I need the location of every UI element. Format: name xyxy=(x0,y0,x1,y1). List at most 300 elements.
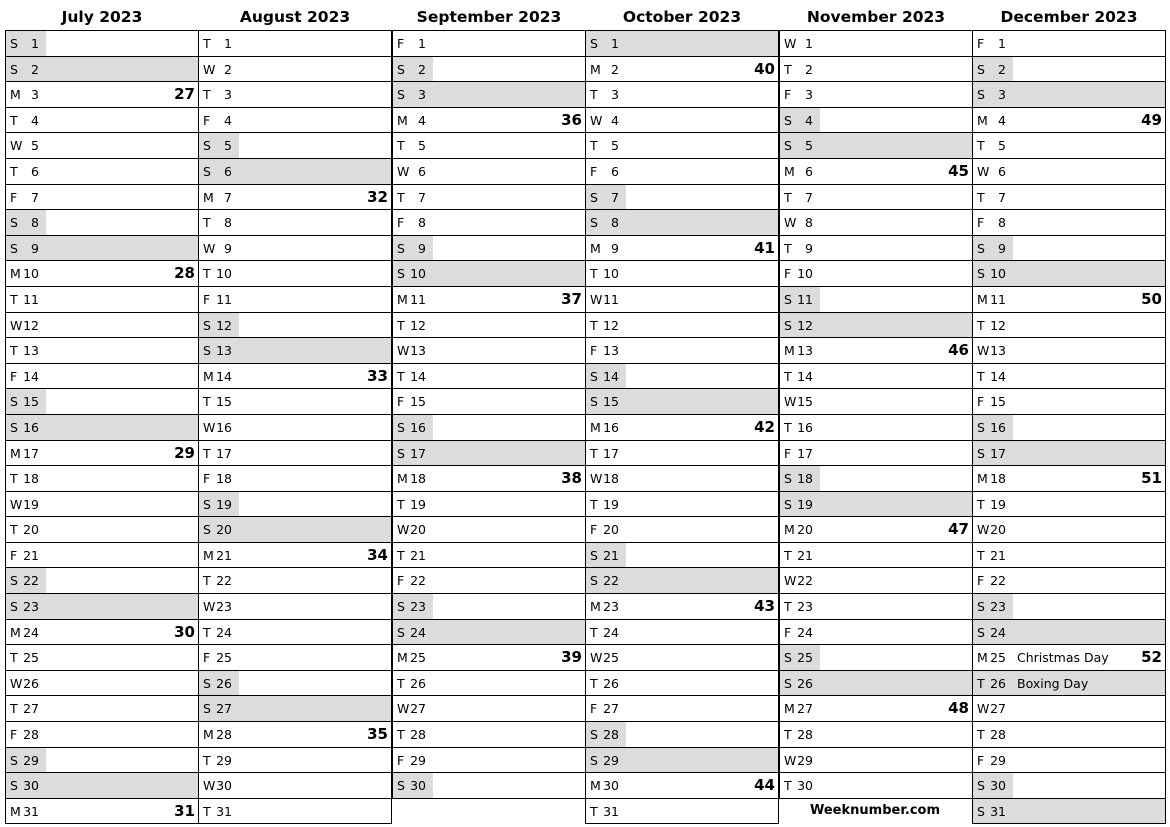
day-number: 4 xyxy=(31,112,39,128)
day-number: 12 xyxy=(990,317,1006,333)
weekday-letter: T xyxy=(10,471,18,487)
weekday-letter: S xyxy=(397,624,405,640)
day-row xyxy=(199,492,391,518)
day-row xyxy=(6,210,198,236)
weekday-letter: W xyxy=(590,112,603,128)
day-number: 19 xyxy=(990,496,1006,512)
day-number: 24 xyxy=(797,624,813,640)
holiday-label: Boxing Day xyxy=(1017,675,1089,691)
day-number: 17 xyxy=(603,445,619,461)
day-row xyxy=(393,696,585,722)
day-row xyxy=(199,773,391,799)
day-number: 29 xyxy=(23,752,39,768)
day-row xyxy=(586,748,778,774)
day-number: 27 xyxy=(603,701,619,717)
day-number: 26 xyxy=(797,675,813,691)
day-row xyxy=(973,31,1165,57)
weekday-letter: T xyxy=(203,266,211,282)
day-row xyxy=(973,236,1165,262)
day-number: 20 xyxy=(23,522,39,538)
weekday-letter: S xyxy=(784,112,792,128)
day-row xyxy=(586,671,778,697)
week-number: 39 xyxy=(561,648,582,667)
weekday-letter: F xyxy=(784,266,792,282)
weekday-letter: F xyxy=(10,727,18,743)
weekday-letter: S xyxy=(590,752,598,768)
day-row xyxy=(199,543,391,569)
day-number: 19 xyxy=(410,496,426,512)
day-number: 23 xyxy=(410,599,426,615)
day-number: 30 xyxy=(23,778,39,794)
day-row xyxy=(393,671,585,697)
day-row xyxy=(780,287,972,313)
day-row xyxy=(780,210,972,236)
day-number: 14 xyxy=(990,368,1006,384)
day-number: 31 xyxy=(603,803,619,819)
day-row xyxy=(586,466,778,492)
day-row xyxy=(586,185,778,211)
weekday-letter: T xyxy=(10,650,18,666)
day-number: 7 xyxy=(31,189,39,205)
day-number: 21 xyxy=(410,547,426,563)
day-row xyxy=(199,364,391,390)
weekday-letter: M xyxy=(203,547,214,563)
day-number: 18 xyxy=(603,471,619,487)
day-row xyxy=(393,441,585,467)
day-number: 21 xyxy=(990,547,1006,563)
day-list xyxy=(198,30,392,824)
day-list xyxy=(972,30,1166,824)
week-number: 48 xyxy=(948,699,969,718)
day-row xyxy=(780,159,972,185)
weekday-letter: F xyxy=(10,368,18,384)
weekday-letter: W xyxy=(590,291,603,307)
day-row xyxy=(780,185,972,211)
week-number: 42 xyxy=(754,417,775,436)
day-number: 7 xyxy=(611,189,619,205)
day-row xyxy=(780,773,972,799)
day-number: 15 xyxy=(990,394,1006,410)
day-row xyxy=(973,108,1165,134)
day-number: 27 xyxy=(990,701,1006,717)
day-row xyxy=(586,773,778,799)
weekday-letter: M xyxy=(784,163,795,179)
day-list xyxy=(392,30,586,799)
day-number: 1 xyxy=(998,36,1006,51)
day-number: 16 xyxy=(990,419,1006,435)
day-number: 14 xyxy=(23,368,39,384)
weekday-letter: T xyxy=(590,87,598,103)
day-number: 8 xyxy=(418,215,426,231)
day-number: 25 xyxy=(23,650,39,666)
day-number: 14 xyxy=(410,368,426,384)
weekday-letter: T xyxy=(397,675,405,691)
day-row xyxy=(586,441,778,467)
weekday-letter: T xyxy=(203,624,211,640)
day-number: 20 xyxy=(410,522,426,538)
day-number: 17 xyxy=(797,445,813,461)
day-row xyxy=(199,133,391,159)
day-number: 18 xyxy=(23,471,39,487)
weekday-letter: T xyxy=(203,445,211,461)
day-number: 2 xyxy=(418,61,426,77)
day-row xyxy=(199,799,391,825)
weekday-letter: S xyxy=(784,471,792,487)
day-number: 2 xyxy=(805,61,813,77)
weekday-letter: S xyxy=(203,138,211,154)
day-row xyxy=(973,492,1165,518)
day-row xyxy=(199,159,391,185)
day-row xyxy=(973,645,1165,671)
day-row xyxy=(973,364,1165,390)
day-row xyxy=(780,313,972,339)
weekday-letter: W xyxy=(203,61,216,77)
weekday-letter: W xyxy=(397,163,410,179)
weekday-letter: S xyxy=(203,343,211,359)
weekday-letter: S xyxy=(590,547,598,563)
day-number: 16 xyxy=(23,419,39,435)
day-row xyxy=(199,261,391,287)
weekday-letter: T xyxy=(590,624,598,640)
day-row xyxy=(780,415,972,441)
day-number: 10 xyxy=(797,266,813,282)
day-number: 9 xyxy=(998,240,1006,256)
weekday-letter: S xyxy=(397,778,405,794)
day-number: 2 xyxy=(611,61,619,77)
weekday-letter: W xyxy=(590,471,603,487)
weekday-letter: S xyxy=(977,624,985,640)
weekday-letter: S xyxy=(977,266,985,282)
day-number: 8 xyxy=(805,215,813,231)
day-number: 31 xyxy=(990,803,1006,819)
weekday-letter: W xyxy=(203,599,216,615)
weekday-letter: T xyxy=(590,266,598,282)
weekday-letter: S xyxy=(397,266,405,282)
day-number: 28 xyxy=(603,727,619,743)
day-number: 9 xyxy=(31,240,39,256)
day-row xyxy=(973,159,1165,185)
weekday-letter: S xyxy=(10,419,18,435)
day-row xyxy=(393,31,585,57)
day-number: 28 xyxy=(797,727,813,743)
weekday-letter: W xyxy=(397,343,410,359)
weekday-letter: T xyxy=(977,138,985,154)
day-row xyxy=(199,287,391,313)
weekday-letter: S xyxy=(397,240,405,256)
weekday-letter: M xyxy=(203,727,214,743)
month-title: December 2023 xyxy=(1000,8,1138,26)
weekday-letter: W xyxy=(977,522,990,538)
day-row xyxy=(586,620,778,646)
weekday-letter: F xyxy=(397,752,405,768)
day-number: 10 xyxy=(216,266,232,282)
day-number: 22 xyxy=(410,573,426,589)
day-number: 9 xyxy=(224,240,232,256)
day-number: 9 xyxy=(611,240,619,256)
weekday-letter: F xyxy=(397,394,405,410)
weekday-letter: S xyxy=(784,317,792,333)
day-row xyxy=(393,313,585,339)
month-column xyxy=(5,0,199,824)
day-number: 29 xyxy=(797,752,813,768)
day-number: 26 xyxy=(23,675,39,691)
day-number: 28 xyxy=(990,727,1006,743)
day-row xyxy=(6,82,198,108)
week-number: 34 xyxy=(367,545,388,564)
weekday-letter: T xyxy=(397,368,405,384)
day-number: 24 xyxy=(410,624,426,640)
day-number: 11 xyxy=(603,291,619,307)
week-number: 49 xyxy=(1141,110,1162,129)
day-number: 1 xyxy=(31,36,39,51)
day-row xyxy=(393,492,585,518)
day-number: 25 xyxy=(797,650,813,666)
day-number: 29 xyxy=(216,752,232,768)
weekday-letter: W xyxy=(203,419,216,435)
day-number: 30 xyxy=(216,778,232,794)
day-number: 2 xyxy=(31,61,39,77)
weekday-letter: S xyxy=(10,573,18,589)
week-number: 41 xyxy=(754,238,775,257)
weekday-letter: T xyxy=(10,343,18,359)
weekday-letter: W xyxy=(10,675,23,691)
weekday-letter: T xyxy=(590,317,598,333)
day-row xyxy=(586,133,778,159)
day-row xyxy=(6,287,198,313)
day-row xyxy=(6,159,198,185)
day-row xyxy=(586,696,778,722)
day-number: 8 xyxy=(611,215,619,231)
weekday-letter: M xyxy=(10,445,21,461)
day-row xyxy=(6,748,198,774)
weekday-letter: M xyxy=(397,291,408,307)
day-row xyxy=(973,415,1165,441)
weekday-letter: S xyxy=(10,215,18,231)
weekday-letter: F xyxy=(590,522,598,538)
weekday-letter: S xyxy=(784,496,792,512)
day-row xyxy=(393,645,585,671)
day-number: 5 xyxy=(31,138,39,154)
day-row xyxy=(393,210,585,236)
day-row xyxy=(780,133,972,159)
week-number: 38 xyxy=(561,469,582,488)
day-row xyxy=(973,82,1165,108)
day-row xyxy=(6,313,198,339)
day-row xyxy=(973,620,1165,646)
day-number: 18 xyxy=(410,471,426,487)
day-number: 26 xyxy=(990,675,1006,691)
day-number: 13 xyxy=(603,343,619,359)
day-number: 23 xyxy=(216,599,232,615)
week-number: 47 xyxy=(948,520,969,539)
day-number: 20 xyxy=(990,522,1006,538)
day-row xyxy=(586,287,778,313)
day-number: 17 xyxy=(990,445,1006,461)
day-number: 3 xyxy=(998,87,1006,103)
day-row xyxy=(973,441,1165,467)
day-number: 1 xyxy=(611,36,619,51)
weekday-letter: F xyxy=(590,701,598,717)
day-row xyxy=(780,236,972,262)
week-number: 33 xyxy=(367,366,388,385)
weekday-letter: S xyxy=(203,675,211,691)
month-column xyxy=(392,0,586,799)
weekday-letter: M xyxy=(397,471,408,487)
day-number: 28 xyxy=(23,727,39,743)
weekday-letter: S xyxy=(203,163,211,179)
day-number: 3 xyxy=(224,87,232,103)
day-row xyxy=(973,287,1165,313)
weekday-letter: M xyxy=(10,87,21,103)
day-row xyxy=(6,517,198,543)
day-number: 6 xyxy=(31,163,39,179)
day-number: 11 xyxy=(990,291,1006,307)
day-number: 15 xyxy=(216,394,232,410)
day-number: 12 xyxy=(603,317,619,333)
weekday-letter: S xyxy=(784,675,792,691)
day-number: 10 xyxy=(23,266,39,282)
day-number: 1 xyxy=(224,36,232,51)
day-row xyxy=(586,568,778,594)
weekday-letter: S xyxy=(784,291,792,307)
weekday-letter: F xyxy=(203,112,211,128)
day-row xyxy=(973,389,1165,415)
day-number: 30 xyxy=(410,778,426,794)
week-number: 35 xyxy=(367,725,388,744)
week-number: 32 xyxy=(367,187,388,206)
day-number: 5 xyxy=(611,138,619,154)
holiday-label: Christmas Day xyxy=(1017,650,1109,666)
day-number: 17 xyxy=(216,445,232,461)
week-number: 40 xyxy=(754,59,775,78)
weekday-letter: M xyxy=(977,112,988,128)
day-number: 1 xyxy=(805,36,813,51)
day-number: 11 xyxy=(797,291,813,307)
day-number: 24 xyxy=(216,624,232,640)
day-row xyxy=(6,57,198,83)
weekday-letter: M xyxy=(784,701,795,717)
weekday-letter: S xyxy=(784,650,792,666)
day-list xyxy=(585,30,779,824)
weekday-letter: T xyxy=(784,727,792,743)
day-row xyxy=(780,82,972,108)
day-row xyxy=(393,415,585,441)
day-row xyxy=(199,82,391,108)
weekday-letter: M xyxy=(784,343,795,359)
day-row xyxy=(973,773,1165,799)
day-row xyxy=(586,57,778,83)
weekday-letter: M xyxy=(203,368,214,384)
day-number: 18 xyxy=(797,471,813,487)
day-row xyxy=(199,748,391,774)
weekday-letter: T xyxy=(784,419,792,435)
weekday-letter: T xyxy=(977,547,985,563)
day-number: 1 xyxy=(418,36,426,51)
day-row xyxy=(586,799,778,825)
weekday-letter: T xyxy=(977,727,985,743)
day-number: 18 xyxy=(990,471,1006,487)
day-row xyxy=(973,671,1165,697)
weekday-letter: S xyxy=(397,419,405,435)
day-number: 7 xyxy=(998,189,1006,205)
day-number: 24 xyxy=(603,624,619,640)
weekday-letter: W xyxy=(784,752,797,768)
weekday-letter: S xyxy=(203,701,211,717)
weekday-letter: F xyxy=(397,36,405,51)
weekday-letter: M xyxy=(590,240,601,256)
day-row xyxy=(780,338,972,364)
day-row xyxy=(780,594,972,620)
weekday-letter: S xyxy=(10,36,18,51)
day-row xyxy=(780,748,972,774)
weekday-letter: W xyxy=(784,36,797,51)
weekday-letter: S xyxy=(590,368,598,384)
day-number: 14 xyxy=(216,368,232,384)
weekday-letter: S xyxy=(977,778,985,794)
day-number: 24 xyxy=(990,624,1006,640)
weekday-letter: F xyxy=(10,547,18,563)
day-row xyxy=(780,57,972,83)
week-number: 28 xyxy=(174,264,195,283)
day-number: 26 xyxy=(603,675,619,691)
day-number: 7 xyxy=(224,189,232,205)
day-row xyxy=(199,620,391,646)
weekday-letter: T xyxy=(977,189,985,205)
weekday-letter: S xyxy=(10,240,18,256)
day-number: 25 xyxy=(990,650,1006,666)
weekday-letter: F xyxy=(784,87,792,103)
day-number: 13 xyxy=(23,343,39,359)
day-row xyxy=(6,799,198,825)
day-number: 13 xyxy=(410,343,426,359)
day-number: 12 xyxy=(216,317,232,333)
weekday-letter: M xyxy=(590,599,601,615)
weekday-letter: S xyxy=(590,36,598,51)
day-number: 22 xyxy=(23,573,39,589)
day-number: 22 xyxy=(797,573,813,589)
day-number: 9 xyxy=(805,240,813,256)
day-row xyxy=(393,364,585,390)
day-number: 13 xyxy=(216,343,232,359)
day-row xyxy=(6,108,198,134)
day-row xyxy=(586,492,778,518)
week-number: 27 xyxy=(174,85,195,104)
day-row xyxy=(6,236,198,262)
weekday-letter: T xyxy=(590,445,598,461)
day-row xyxy=(393,108,585,134)
day-row xyxy=(199,568,391,594)
day-number: 16 xyxy=(797,419,813,435)
day-number: 3 xyxy=(611,87,619,103)
weekday-letter: F xyxy=(203,291,211,307)
weekday-letter: M xyxy=(784,522,795,538)
day-number: 4 xyxy=(998,112,1006,128)
day-number: 21 xyxy=(603,547,619,563)
day-number: 3 xyxy=(418,87,426,103)
week-number: 30 xyxy=(174,622,195,641)
day-number: 6 xyxy=(418,163,426,179)
day-row xyxy=(6,389,198,415)
day-number: 2 xyxy=(224,61,232,77)
day-number: 15 xyxy=(797,394,813,410)
day-row xyxy=(393,287,585,313)
site-credit: Weeknumber.com xyxy=(809,803,940,818)
day-number: 8 xyxy=(998,215,1006,231)
day-number: 17 xyxy=(23,445,39,461)
day-row xyxy=(6,415,198,441)
weekday-letter: S xyxy=(10,599,18,615)
month-title: July 2023 xyxy=(61,8,143,26)
